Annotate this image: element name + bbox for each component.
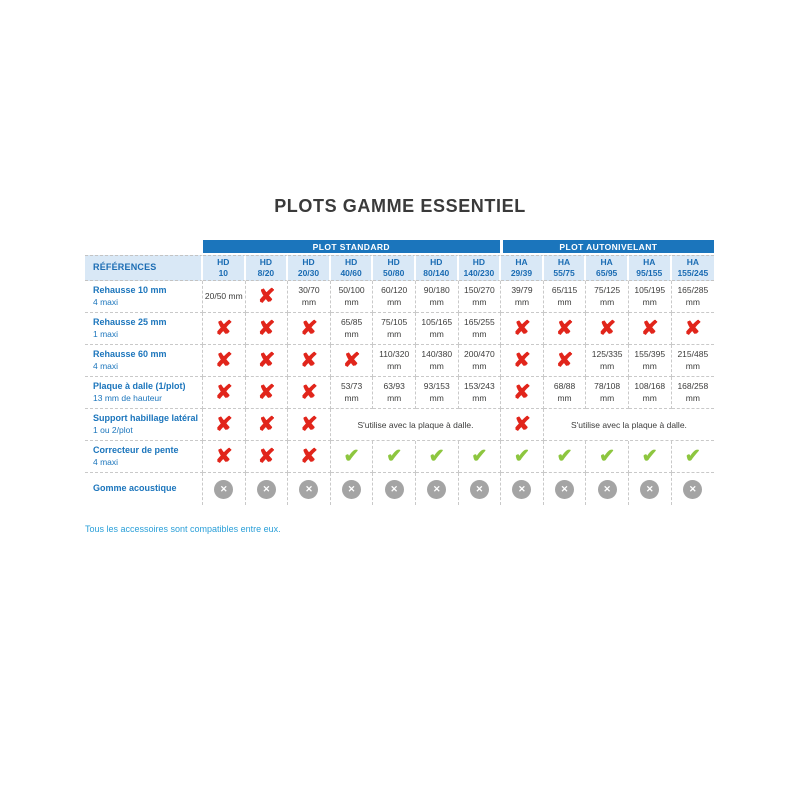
cell-compatible	[672, 441, 715, 473]
cell-incompatible	[203, 345, 246, 377]
accessory-cross-icon: ✕	[512, 480, 531, 499]
row-label-title: Correcteur de pente	[93, 445, 179, 456]
incompatible-x-icon: ✘	[257, 285, 276, 308]
accessory-cross-icon: ✕	[214, 480, 233, 499]
row-label	[85, 377, 203, 409]
column-header	[459, 255, 502, 281]
row-label	[85, 473, 203, 505]
cell-incompatible	[203, 409, 246, 441]
row-label-subtitle: 4 maxi	[93, 456, 119, 467]
cell-incompatible	[246, 409, 289, 441]
incompatible-x-icon: ✘	[257, 349, 276, 372]
cell-value: 75/105 mm	[373, 313, 416, 345]
row-label-subtitle: 4 maxi	[93, 360, 119, 371]
cell-incompatible	[246, 313, 289, 345]
cell-incompatible	[586, 313, 629, 345]
cell-incompatible	[331, 345, 374, 377]
column-header	[331, 255, 374, 281]
column-header-line1: HA	[600, 257, 613, 268]
cell-value: 65/85 mm	[331, 313, 374, 345]
group-band-spacer	[85, 240, 203, 255]
cell-incompatible	[288, 377, 331, 409]
cell-incompatible	[246, 281, 289, 313]
cell-value: 165/255 mm	[459, 313, 502, 345]
column-header-line2: 55/75	[553, 268, 575, 278]
footer-note: Tous les accessoires sont compatibles entre eux.	[85, 524, 281, 534]
incompatible-x-icon: ✘	[214, 413, 233, 436]
cell-incompatible	[203, 441, 246, 473]
column-header	[672, 255, 715, 281]
cell-compatible	[459, 441, 502, 473]
incompatible-x-icon: ✘	[598, 317, 616, 340]
cell-accessory	[203, 473, 246, 505]
incompatible-x-icon: ✘	[300, 317, 318, 340]
accessory-cross-icon: ✕	[299, 480, 318, 499]
cell-incompatible	[203, 313, 246, 345]
cell-incompatible	[501, 345, 544, 377]
row-label	[85, 441, 203, 473]
column-header-line1: HD	[472, 257, 485, 268]
compatible-check-icon: ✔	[428, 446, 445, 467]
cell-value: 168/258 mm	[672, 377, 715, 409]
cell-value: 60/120 mm	[373, 281, 416, 313]
cell-incompatible	[246, 441, 289, 473]
incompatible-x-icon: ✘	[214, 317, 233, 340]
column-header-line1: HD	[259, 257, 273, 268]
incompatible-x-icon: ✘	[214, 445, 233, 468]
column-header-line2: 29/39	[510, 268, 533, 278]
column-header-line1: HA	[515, 257, 528, 268]
cell-value: 105/165 mm	[416, 313, 459, 345]
datasheet-page	[85, 196, 715, 534]
compatible-check-icon: ✔	[513, 446, 530, 467]
row-label-title: Plaque à dalle (1/plot)	[93, 381, 186, 392]
incompatible-x-icon: ✘	[214, 381, 233, 404]
row-label-subtitle: 1 ou 2/plot	[93, 424, 133, 435]
cell-incompatible	[246, 345, 289, 377]
accessory-cross-icon: ✕	[640, 480, 659, 499]
cell-compatible	[416, 441, 459, 473]
row-label	[85, 345, 203, 377]
column-header-line2: 140/230	[463, 268, 495, 278]
cell-value: 125/335 mm	[586, 345, 629, 377]
cell-incompatible	[544, 345, 587, 377]
cell-incompatible	[629, 313, 672, 345]
cell-value: 155/395 mm	[629, 345, 672, 377]
column-header	[544, 255, 587, 281]
row-label-title: Support habillage latéral	[93, 413, 199, 424]
row-label	[85, 313, 203, 345]
compatible-check-icon: ✔	[599, 446, 616, 467]
cell-value: 110/320 mm	[373, 345, 416, 377]
row-label-title: Rehausse 25 mm	[93, 317, 167, 328]
cell-compatible	[544, 441, 587, 473]
compatible-check-icon: ✔	[386, 446, 403, 467]
page-title: PLOTS GAMME ESSENTIEL	[274, 196, 526, 216]
row-label	[85, 409, 203, 441]
column-header-line1: HA	[643, 257, 656, 268]
accessory-cross-icon: ✕	[342, 480, 361, 499]
cell-accessory	[416, 473, 459, 505]
cell-value: 215/485 mm	[672, 345, 715, 377]
column-header	[586, 255, 629, 281]
incompatible-x-icon: ✘	[214, 349, 233, 372]
column-header	[416, 255, 459, 281]
cell-accessory	[331, 473, 374, 505]
accessory-cross-icon: ✕	[683, 480, 702, 499]
incompatible-x-icon: ✘	[555, 317, 574, 340]
cell-accessory	[246, 473, 289, 505]
column-header-line1: HA	[557, 257, 571, 268]
column-header-line1: HD	[387, 257, 400, 268]
cell-compatible	[586, 441, 629, 473]
cell-compatible	[373, 441, 416, 473]
cell-value: 50/100 mm	[331, 281, 374, 313]
cell-value: 65/115 mm	[544, 281, 587, 313]
column-header-line2: 40/60	[340, 268, 362, 278]
column-header-line2: 8/20	[257, 268, 275, 278]
cell-value: 20/50 mm	[203, 281, 246, 313]
column-header	[373, 255, 416, 281]
cell-incompatible	[501, 409, 544, 441]
cell-compatible	[331, 441, 374, 473]
row-label-title: Rehausse 10 mm	[93, 285, 167, 296]
cell-value: 53/73 mm	[331, 377, 374, 409]
cell-accessory	[672, 473, 715, 505]
cell-value: 108/168 mm	[629, 377, 672, 409]
incompatible-x-icon: ✘	[684, 317, 702, 340]
cell-incompatible	[501, 313, 544, 345]
row-label	[85, 281, 203, 313]
column-header-line1: HD	[302, 257, 315, 268]
incompatible-x-icon: ✘	[257, 317, 276, 340]
column-header-line1: HA	[686, 257, 699, 268]
incompatible-x-icon: ✘	[513, 349, 531, 372]
cell-accessory	[288, 473, 331, 505]
column-header-line1: HD	[217, 257, 230, 268]
column-header-line1: HD	[430, 257, 443, 268]
cell-accessory	[629, 473, 672, 505]
group-band: PLOT STANDARD	[203, 240, 500, 253]
column-header-line2: 20/30	[297, 268, 320, 278]
row-label-title: Gomme acoustique	[93, 483, 177, 494]
cell-value: 93/153 mm	[416, 377, 459, 409]
incompatible-x-icon: ✘	[300, 381, 318, 404]
cell-incompatible	[672, 313, 715, 345]
column-header	[629, 255, 672, 281]
column-header	[203, 255, 246, 281]
accessory-cross-icon: ✕	[598, 480, 617, 499]
references-header: RÉFÉRENCES	[85, 255, 203, 281]
cell-incompatible	[288, 345, 331, 377]
incompatible-x-icon: ✘	[513, 381, 531, 404]
compatible-check-icon: ✔	[343, 446, 360, 467]
incompatible-x-icon: ✘	[300, 349, 318, 372]
cell-compatible	[629, 441, 672, 473]
column-header-line2: 80/140	[423, 268, 450, 278]
cell-incompatible	[288, 313, 331, 345]
compatible-check-icon: ✔	[684, 446, 701, 467]
cell-incompatible	[203, 377, 246, 409]
cell-value: 140/380 mm	[416, 345, 459, 377]
column-header-line2: 95/155	[636, 268, 663, 278]
incompatible-x-icon: ✘	[257, 413, 276, 436]
accessory-cross-icon: ✕	[470, 480, 489, 499]
cell-value: 75/125 mm	[586, 281, 629, 313]
cell-note: S'utilise avec la plaque à dalle.	[544, 409, 714, 441]
cell-incompatible	[246, 377, 289, 409]
cell-accessory	[544, 473, 587, 505]
cell-incompatible	[501, 377, 544, 409]
compatibility-table	[85, 240, 715, 505]
cell-value: 63/93 mm	[373, 377, 416, 409]
accessory-cross-icon: ✕	[385, 480, 404, 499]
cell-accessory	[501, 473, 544, 505]
accessory-cross-icon: ✕	[555, 480, 574, 499]
cell-value: 165/285 mm	[672, 281, 715, 313]
cell-value: 39/79 mm	[501, 281, 544, 313]
cell-accessory	[459, 473, 502, 505]
incompatible-x-icon: ✘	[513, 317, 531, 340]
incompatible-x-icon: ✘	[300, 413, 318, 436]
incompatible-x-icon: ✘	[513, 413, 531, 436]
cell-note: S'utilise avec la plaque à dalle.	[331, 409, 501, 441]
column-header-line2: 65/95	[596, 268, 618, 278]
cell-incompatible	[288, 409, 331, 441]
cell-value: 78/108 mm	[586, 377, 629, 409]
cell-compatible	[501, 441, 544, 473]
column-header	[288, 255, 331, 281]
incompatible-x-icon: ✘	[640, 317, 659, 340]
compatible-check-icon: ✔	[471, 446, 488, 467]
incompatible-x-icon: ✘	[257, 445, 276, 468]
column-header-line2: 155/245	[677, 268, 709, 278]
cell-value: 30/70 mm	[288, 281, 331, 313]
column-header-line1: HD	[344, 257, 358, 268]
row-label-title: Rehausse 60 mm	[93, 349, 167, 360]
group-band: PLOT AUTONIVELANT	[503, 240, 714, 253]
cell-value: 90/180 mm	[416, 281, 459, 313]
column-header-line2: 10	[218, 268, 229, 278]
cell-value: 200/470 mm	[459, 345, 502, 377]
cell-accessory	[373, 473, 416, 505]
column-header-line2: 50/80	[383, 268, 405, 278]
cell-incompatible	[544, 313, 587, 345]
row-label-subtitle: 4 maxi	[93, 296, 119, 307]
incompatible-x-icon: ✘	[257, 381, 276, 404]
cell-value: 153/243 mm	[459, 377, 502, 409]
accessory-cross-icon: ✕	[427, 480, 446, 499]
incompatible-x-icon: ✘	[555, 349, 574, 372]
incompatible-x-icon: ✘	[300, 445, 318, 468]
cell-value: 150/270 mm	[459, 281, 502, 313]
column-header	[246, 255, 289, 281]
cell-incompatible	[288, 441, 331, 473]
accessory-cross-icon: ✕	[257, 480, 276, 499]
cell-accessory	[586, 473, 629, 505]
compatible-check-icon: ✔	[641, 446, 658, 467]
cell-value: 68/88 mm	[544, 377, 587, 409]
row-label-subtitle: 1 maxi	[93, 328, 119, 339]
compatible-check-icon: ✔	[556, 446, 573, 467]
cell-value: 105/195 mm	[629, 281, 672, 313]
incompatible-x-icon: ✘	[342, 349, 361, 372]
column-header	[501, 255, 544, 281]
row-label-subtitle: 13 mm de hauteur	[93, 392, 162, 403]
